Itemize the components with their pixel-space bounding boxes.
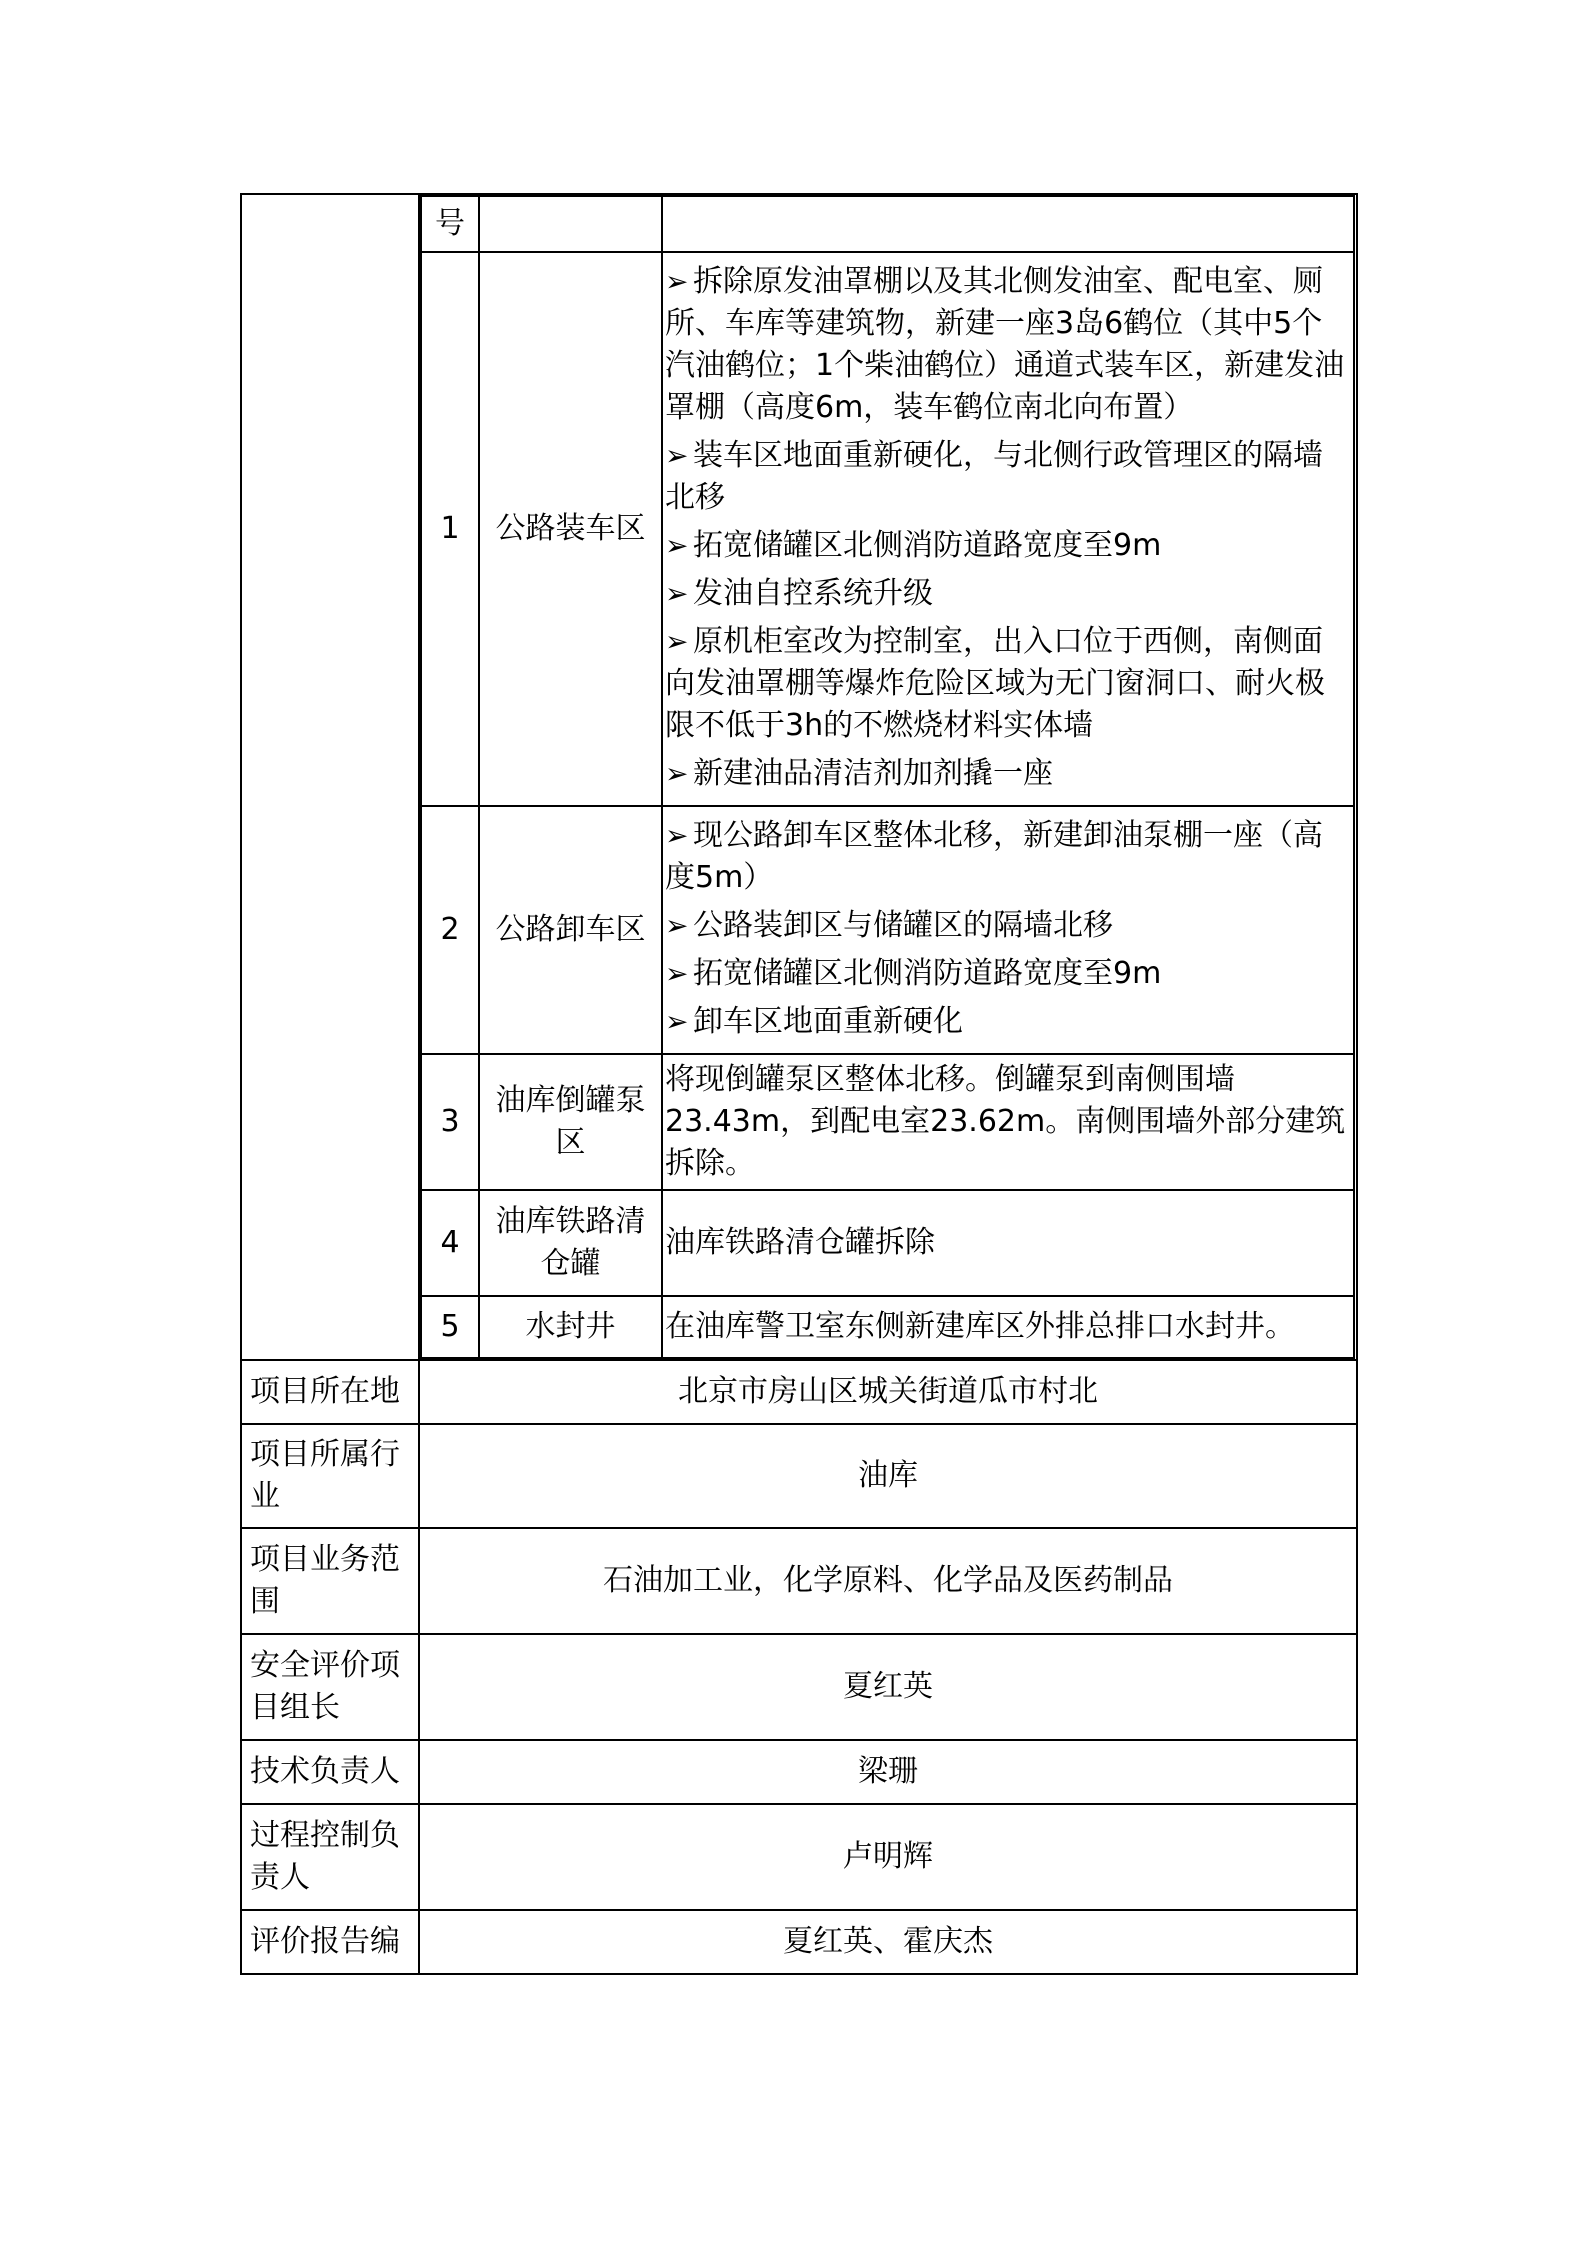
item-row xyxy=(421,252,1354,806)
description-text: 油库铁路清仓罐拆除 xyxy=(665,1225,935,1260)
inner-header-desc xyxy=(662,196,1354,252)
construction-label-cell xyxy=(241,194,419,1360)
arrow-bullet-icon: ➢ xyxy=(665,757,689,790)
item-row xyxy=(421,806,1354,1054)
bullet-text: 拓宽储罐区北侧消防道路宽度至9m xyxy=(693,528,1162,563)
bullet-item xyxy=(665,1001,1349,1043)
bullet-text: 拓宽储罐区北侧消防道路宽度至9m xyxy=(693,956,1162,991)
arrow-bullet-icon: ➢ xyxy=(665,819,689,852)
arrow-bullet-icon: ➢ xyxy=(665,577,689,610)
info-label: 过程控制负责人 xyxy=(241,1804,419,1910)
info-value: 油库 xyxy=(419,1424,1357,1528)
item-description xyxy=(662,1190,1354,1296)
bullet-text: 装车区地面重新硬化，与北侧行政管理区的隔墙北移 xyxy=(665,438,1323,515)
arrow-bullet-icon: ➢ xyxy=(665,439,689,472)
arrow-bullet-icon: ➢ xyxy=(665,1005,689,1038)
construction-content-cell xyxy=(419,194,1357,1360)
inner-header-row xyxy=(421,196,1354,252)
item-row xyxy=(421,1190,1354,1296)
arrow-bullet-icon: ➢ xyxy=(665,957,689,990)
info-label: 安全评价项目组长 xyxy=(241,1634,419,1740)
arrow-bullet-icon: ➢ xyxy=(665,625,689,658)
item-area: 油库铁路清仓罐 xyxy=(479,1190,662,1296)
info-row-location xyxy=(241,1360,1357,1424)
inner-header-num: 号 xyxy=(421,196,479,252)
bullet-item xyxy=(665,815,1349,899)
bullet-text: 原机柜室改为控制室，出入口位于西侧，南侧面向发油罩棚等爆炸危险区域为无门窗洞口、耐火极限不低于3h的不燃烧材料实体墙 xyxy=(665,624,1325,743)
item-number: 4 xyxy=(421,1190,479,1296)
bullet-item xyxy=(665,953,1349,995)
item-area: 水封井 xyxy=(479,1296,662,1358)
info-row-industry xyxy=(241,1424,1357,1528)
item-area: 公路装车区 xyxy=(479,252,662,806)
bullet-item xyxy=(665,905,1349,947)
construction-items-table xyxy=(420,195,1355,1359)
item-area: 公路卸车区 xyxy=(479,806,662,1054)
inner-header-area xyxy=(479,196,662,252)
item-description xyxy=(662,1054,1354,1190)
item-number: 3 xyxy=(421,1054,479,1190)
info-value: 北京市房山区城关街道瓜市村北 xyxy=(419,1360,1357,1424)
info-value: 梁珊 xyxy=(419,1740,1357,1804)
info-label: 评价报告编 xyxy=(241,1910,419,1974)
info-row-team-leader xyxy=(241,1634,1357,1740)
info-row-tech-lead xyxy=(241,1740,1357,1804)
info-row-scope xyxy=(241,1528,1357,1634)
arrow-bullet-icon: ➢ xyxy=(665,529,689,562)
bullet-text: 公路装卸区与储罐区的隔墙北移 xyxy=(693,908,1113,943)
item-description xyxy=(662,806,1354,1054)
info-row-report-author xyxy=(241,1910,1357,1974)
bullet-text: 新建油品清洁剂加剂撬一座 xyxy=(693,756,1053,791)
info-label: 项目业务范围 xyxy=(241,1528,419,1634)
bullet-text: 卸车区地面重新硬化 xyxy=(693,1004,963,1039)
project-info-table xyxy=(240,193,1358,1975)
info-label: 项目所属行业 xyxy=(241,1424,419,1528)
item-area: 油库倒罐泵区 xyxy=(479,1054,662,1190)
info-value: 卢明辉 xyxy=(419,1804,1357,1910)
item-number: 2 xyxy=(421,806,479,1054)
info-row-process-control xyxy=(241,1804,1357,1910)
bullet-item xyxy=(665,435,1349,519)
item-number: 5 xyxy=(421,1296,479,1358)
item-number: 1 xyxy=(421,252,479,806)
item-row xyxy=(421,1296,1354,1358)
bullet-text: 现公路卸车区整体北移，新建卸油泵棚一座（高度5m） xyxy=(665,818,1323,895)
description-text: 将现倒罐泵区整体北移。倒罐泵到南侧围墙23.43m，到配电室23.62m。南侧围墙外部分建筑拆除。 xyxy=(665,1062,1346,1181)
description-text: 在油库警卫室东侧新建库区外排总排口水封井。 xyxy=(665,1309,1295,1344)
arrow-bullet-icon: ➢ xyxy=(665,265,689,298)
info-value: 石油加工业，化学原料、化学品及医药制品 xyxy=(419,1528,1357,1634)
info-value: 夏红英 xyxy=(419,1634,1357,1740)
info-value: 夏红英、霍庆杰 xyxy=(419,1910,1357,1974)
bullet-text: 拆除原发油罩棚以及其北侧发油室、配电室、厕所、车库等建筑物，新建一座3岛6鹤位（其中5个汽油鹤位；1个柴油鹤位）通道式装车区，新建发油罩棚（高度6m，装车鹤位南北向布置） xyxy=(665,264,1345,425)
info-label: 技术负责人 xyxy=(241,1740,419,1804)
bullet-item xyxy=(665,261,1349,429)
item-description xyxy=(662,1296,1354,1358)
info-label: 项目所在地 xyxy=(241,1360,419,1424)
bullet-text: 发油自控系统升级 xyxy=(693,576,933,611)
bullet-item xyxy=(665,525,1349,567)
bullet-item xyxy=(665,753,1349,795)
item-row xyxy=(421,1054,1354,1190)
item-description xyxy=(662,252,1354,806)
arrow-bullet-icon: ➢ xyxy=(665,909,689,942)
bullet-item xyxy=(665,621,1349,747)
construction-content-row xyxy=(241,194,1357,1360)
bullet-item xyxy=(665,573,1349,615)
